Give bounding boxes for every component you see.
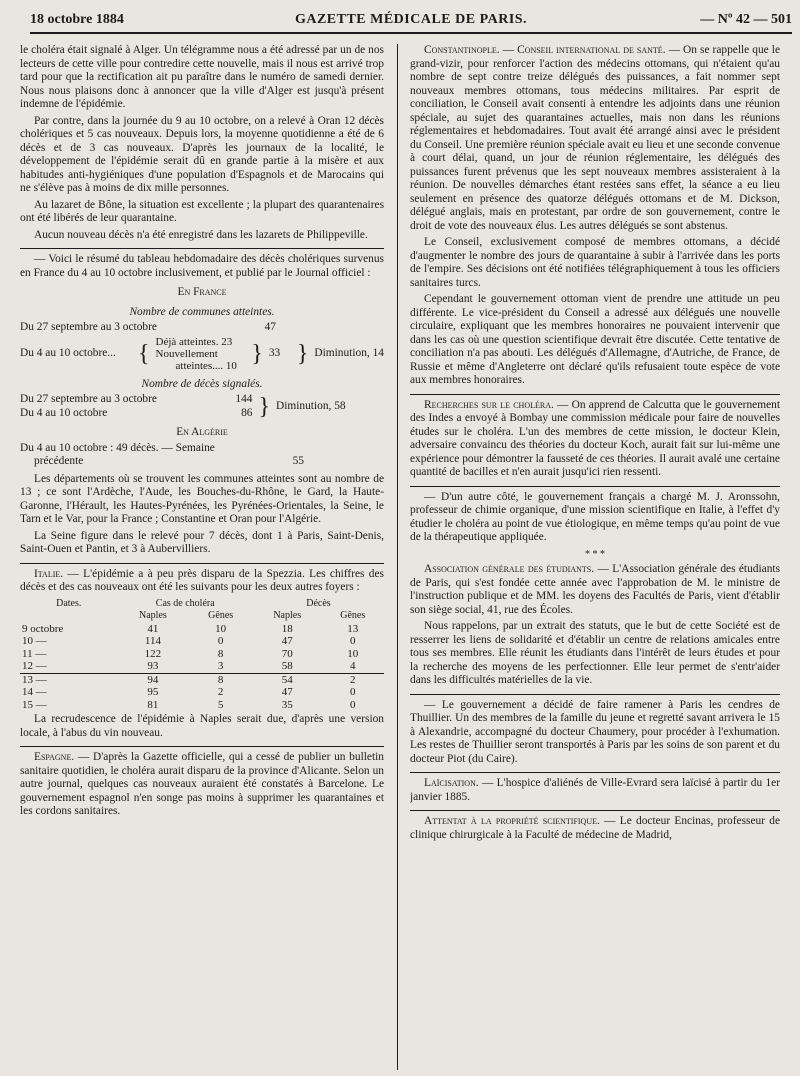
table-cell: 13 — <box>20 673 117 686</box>
page-header <box>30 10 792 34</box>
paragraph-espagne <box>20 751 384 819</box>
heading-deces: Nombre de décès signalés. <box>141 377 263 390</box>
table-cell: 122 <box>144 647 162 660</box>
paragraph-resume: — Voici le résumé du tableau hebdomadaire des décès cholériques survenus en France du 4 au 10 octobre inclusivement, et publié par le Journal officiel : <box>20 253 384 279</box>
table-cell: 4 <box>349 660 356 672</box>
table-cell: 0 <box>217 635 224 647</box>
communes-result: Diminution, 14 <box>314 346 384 359</box>
table-cell: 13 <box>347 622 359 635</box>
table-cell: 8 <box>217 647 224 660</box>
right-column <box>410 44 780 1072</box>
deces-block <box>20 393 384 420</box>
divider <box>410 772 780 773</box>
communes-deja: Déjà atteintes. 23 <box>155 335 233 348</box>
table-cell: 0 <box>349 686 356 698</box>
deces-period-1: Du 27 septembre au 3 octobre <box>20 393 157 405</box>
left-brace: { <box>138 340 150 367</box>
communes-row-2 <box>20 336 384 372</box>
paragraph-philippeville: Aucun nouveau décès n'a été enregistré dans les lazarets de Philippeville. <box>34 228 368 241</box>
header-page-number: — Nº 42 — 501 <box>700 12 792 27</box>
table-cell: 10 <box>215 622 227 635</box>
table-cell: 5 <box>217 698 224 711</box>
paragraph-naples: La recrudescence de l'épidémie à Naples serait due, d'après une version locale, à l'abus du vin nouveau. <box>20 713 384 739</box>
deces-brace: } <box>258 393 270 420</box>
table-cell: 114 <box>144 635 161 647</box>
attentat-text: — Le docteur Encinas, professeur de clinique chirurgicale à la Faculté de médecine de Madrid, <box>410 815 780 841</box>
algerie-value: 55 <box>292 455 304 467</box>
attentat-heading: Attentat à la propriété scientifique. <box>424 815 600 827</box>
paragraph-association <box>410 563 780 617</box>
communes-row-1 <box>20 321 384 335</box>
paragraph-gouvernement-ottoman: Cependant le gouvernement ottoman vient de prendre une attitude un peu différente. Le vice-président du Conseil a adressé aux délégués une nouvelle circulaire, expliquant que les membres honoraires ne pouvaient intervenir que dans les cas où une question scientifique devrait être discutée. Cette tentative de conciliation n'a pas abouti. Les délégués d'Allemagne, d'Autriche, de France, de Russie et même d'Angleterre ont déclaré qu'ils refusaient toute espèce de vote aux membres honoraires. <box>410 293 780 386</box>
table-row <box>20 648 384 661</box>
divider <box>410 694 780 695</box>
italie-text: — L'épidémie a à peu près disparu de la Spezzia. Les chiffres des décès et des cas nouveaux ont été les suivants pour les deux autres foyers : <box>20 567 384 593</box>
algerie-label: précédente <box>34 455 84 467</box>
paragraph-bone: Au lazaret de Bône, la situation est excellente ; la plupart des quarantenaires ont été libérés de leur quarantaine. <box>20 198 384 224</box>
communes-period-1: Du 27 septembre au 3 octobre <box>20 321 157 333</box>
laicisation-text: — L'hospice d'aliénés de Ville-Evrard sera laïcisé à partir du 1er janvier 1885. <box>410 777 780 803</box>
table-cell: 81 <box>147 698 159 711</box>
paragraph-laicisation <box>410 777 780 804</box>
heading-communes: Nombre de communes atteintes. <box>129 305 275 318</box>
deces-value-2: 86 <box>241 406 253 419</box>
table-row <box>20 699 384 712</box>
espagne-text: — D'après la Gazette officielle, qui a cessé de publier un bulletin sanitaire quotidien, le choléra aurait disparu de la province d'Alicante. Selon un autre journal, quelques cas nouveaux auraient été constatés à Barcelone. Le gouvernement espagnol n'en songe pas moins à supprimer les quarantaines et les cordons sanitaires. <box>20 751 384 817</box>
table-cell: 0 <box>349 635 356 647</box>
table-row <box>20 635 384 648</box>
result-brace: } <box>296 340 309 367</box>
table-cell: 12 — <box>22 660 47 672</box>
divider <box>410 486 780 487</box>
table-cell: 0 <box>349 698 356 711</box>
divider <box>20 746 384 747</box>
table-row <box>20 623 384 636</box>
table-cell: 3 <box>217 660 224 672</box>
table-cell: 18 <box>281 622 293 635</box>
divider <box>20 563 384 564</box>
paragraph-conseil: Le Conseil, exclusivement composé de membres ottomans, a décidé d'augmenter le nombre des jours de quarantaine à subir à l'arrivée dans les ports de l'empire. Ses décisions ont été notifiées télégraphiquement à tous les officiers sanitaires turcs. <box>410 236 780 289</box>
communes-value-1: 47 <box>264 321 276 333</box>
table-cell: 15 — <box>22 698 47 711</box>
constantinople-text: — On se rappelle que le grand-vizir, pour renforcer l'action des médecins ottomans, qui n'étaient qu'au nombre de sept contre treize délégués des puissances, a fait nommer sept nouveaux membres ottomans, tous médecins militaires. Par esprit de conciliation, le Conseil avait consenti à entendre les adjoints dans une réunion spéciale, au sujet des quarantaines actuelles, mais non dans les réunions réglementaires et hebdomadaires. Tout avait été arrangé ainsi avec le président du Conseil. Une première réunion spéciale avait eu lieu et une seconde convenue à court délai, quand, un jour de réunion réglementaire, les délégués des puissances furent prévenus que les sept nouveaux membres assisteraient à la réunion. De nouvelles démarches étant restées sans effet, la séance a eu lieu seulement en présence des quatorze délégués ottomans et de M. Dickson, délégué anglais, mais en protestant, par ordre de son gouvernement, contre le droit de vote des nouveaux élus. Les autres délégués se sont abstenus. <box>410 44 780 232</box>
algerie-line-1: Du 4 au 10 octobre : 49 décès. — Semaine <box>20 441 215 454</box>
table-row <box>20 673 384 686</box>
table-cell: 54 <box>253 673 321 686</box>
paragraph-oran: Par contre, dans la journée du 9 au 10 octobre, on a relevé à Oran 12 décès cholériques et 5 cas nouveaux. Depuis lors, la moyenne quotidienne a été de 6 décès et de 3 cas nouveaux. D'après les journaux de la localité, le développement de l'épidémie serait dû en grande partie à la misère et aux habitudes anti-hygiéniques d'une population d'Espagnols et de Marocains qui ne s'élève pas à moins de dix mille personnes. <box>20 114 384 194</box>
table-cell: 95 <box>147 686 159 698</box>
communes-period-2: Du 4 au 10 octobre... <box>20 346 116 359</box>
table-cell: 8 <box>188 673 253 686</box>
table-cell: 11 — <box>22 647 47 660</box>
paragraph-thuillier: — Le gouvernement a décidé de faire ramener à Paris les cendres de Thuillier. Un des membres de la famille du jeune et regretté savant arrivera le 15 à Alexandrie, accompagné du docteur Chaumery, pour procéder à l'exhumation. Les restes de Thuillier seront transportés à Paris par les soins de son parent et du docteur Piot (du Caire). <box>410 698 780 765</box>
table-cell: 14 — <box>22 686 47 698</box>
communes-atteintes: atteintes.... 10 <box>175 359 237 372</box>
right-brace: } <box>251 340 263 367</box>
deces-period-2: Du 4 au 10 octobre <box>20 406 108 419</box>
table-cell: 70 <box>281 647 293 660</box>
paragraph-constantinople <box>410 44 780 233</box>
left-column <box>20 44 384 1072</box>
col-genes: Gênes <box>340 610 366 621</box>
table-cell: 47 <box>281 635 293 647</box>
table-cell: 94 <box>117 673 188 686</box>
col-cas: Cas de choléra <box>155 597 215 609</box>
col-genes: Gênes <box>208 610 234 621</box>
laicisation-heading: Laïcisation. <box>424 777 479 789</box>
association-text: — L'Association générale des étudiants de Paris, qui s'est fondée cette année avec l'approbation de M. le ministre de l'instruction publique et de MM. les doyens des Facultés de Paris, vient d'établir son siège social, 41, rue des Écoles. <box>410 563 780 616</box>
table-cell: 41 <box>147 622 159 635</box>
table-cell: 2 <box>321 673 384 686</box>
espagne-heading: Espagne. <box>34 751 75 763</box>
table-cell: 10 — <box>22 635 47 647</box>
heading-en-france: En France <box>177 286 227 298</box>
paragraph-aronssohn: — D'un autre côté, le gouvernement français a chargé M. J. Aronssohn, professeur de chimie organique, d'une mission scientifique en Italie, à l'effet d'y étudier le choléra au point de vue étiologique, en même temps qu'au point de vue de la thérapeutique appliquée. <box>410 490 780 543</box>
header-date: 18 octobre 1884 <box>30 12 124 27</box>
paragraph-statuts: Nous rappelons, par un extrait des statuts, que le but de cette Société est de resserrer les liens de solidarité et d'établir un centre de relations amicales entre tous ses membres. Elle réunit les étudiants dans l'intérêt de leurs études et pour la recherche des moyens de les perfectionner. Elle leur permet de s'entr'aider dans les difficultés matérielles de la vie. <box>410 620 780 686</box>
divider <box>410 810 780 811</box>
cholera-table <box>20 598 384 712</box>
table-cell: 2 <box>217 686 224 698</box>
column-divider <box>397 44 398 1070</box>
deces-result: Diminution, 58 <box>276 399 346 412</box>
table-cell: 58 <box>281 660 293 672</box>
paragraph-alger: le choléra était signalé à Alger. Un télégramme nous a été adressé par un de nos lecteurs de cette ville pour contredire cette nouvelle, mais il nous est arrivé trop tard pour que la rectification ait pu paraître dans le numéro de samedi dernier. Nous nous plaisons donc à annoncer que la ville d'Alger est jusqu'à présent indemne de l'épidémie. <box>20 44 384 110</box>
paragraph-recherches <box>410 399 780 480</box>
table-cell: 47 <box>281 686 293 698</box>
divider <box>20 248 384 249</box>
paragraph-attentat <box>410 815 780 842</box>
stars-separator: * * * <box>585 548 605 560</box>
header-title: GAZETTE MÉDICALE DE PARIS. <box>294 12 528 27</box>
col-deces: Décès <box>306 597 331 609</box>
deces-value-1: 144 <box>235 393 253 405</box>
algerie-line-2 <box>20 455 304 469</box>
table-row <box>20 686 384 699</box>
table-cell: 35 <box>281 698 293 711</box>
recherches-heading: Recherches sur le choléra. <box>424 398 554 411</box>
italie-heading: Italie. <box>34 567 64 580</box>
col-naples: Naples <box>139 610 167 621</box>
table-cell: 9 octobre <box>22 622 64 635</box>
communes-value-2: 33 <box>268 346 281 359</box>
col-naples: Naples <box>273 610 302 621</box>
recherches-text: — On apprend de Calcutta que le gouvernement des Indes a envoyé à Bombay une commission médicale pour faire de nouvelles études sur le choléra. L'un des membres de cette mission, le docteur Klein, adversaire convaincu des théories du docteur Koch, aurait fait sur lui-même une expérience pour démontrer la fausseté de ces théories. Il aurait avalé une certaine quantité de bacilles et n'en aurait jusqu'ici rien ressenti. <box>410 398 780 478</box>
association-heading: Association générale des étudiants. <box>424 563 595 575</box>
paragraph-departements: Les départements où se trouvent les communes atteintes sont au nombre de 13 ; ce sont l'Ardèche, l'Aude, les Bouches-du-Rhône, le Gard, la Haute-Garonne, l'Hérault, les Hautes-Pyrénées, les Pyrénées-Orientales, la Seine, le Tarn et le Var, pour la France ; Constantine et Oran pour l'Algérie. <box>20 472 384 525</box>
constantinople-heading: Constantinople. — Conseil international de santé. <box>424 44 666 56</box>
divider <box>410 394 780 395</box>
heading-en-algerie: En Algérie <box>176 426 228 438</box>
table-cell: 93 <box>147 660 159 672</box>
communes-nouvellement: Nouvellement <box>155 347 218 360</box>
paragraph-seine: La Seine figure dans le relevé pour 7 décès, dont 1 à Paris, Saint-Denis, Saint-Ouen et Pantin, et 3 à Aubervilliers. <box>20 529 384 555</box>
table-row <box>20 660 384 673</box>
col-dates: Dates. <box>56 597 82 609</box>
table-cell: 10 <box>347 647 359 660</box>
paragraph-italie <box>20 568 384 595</box>
